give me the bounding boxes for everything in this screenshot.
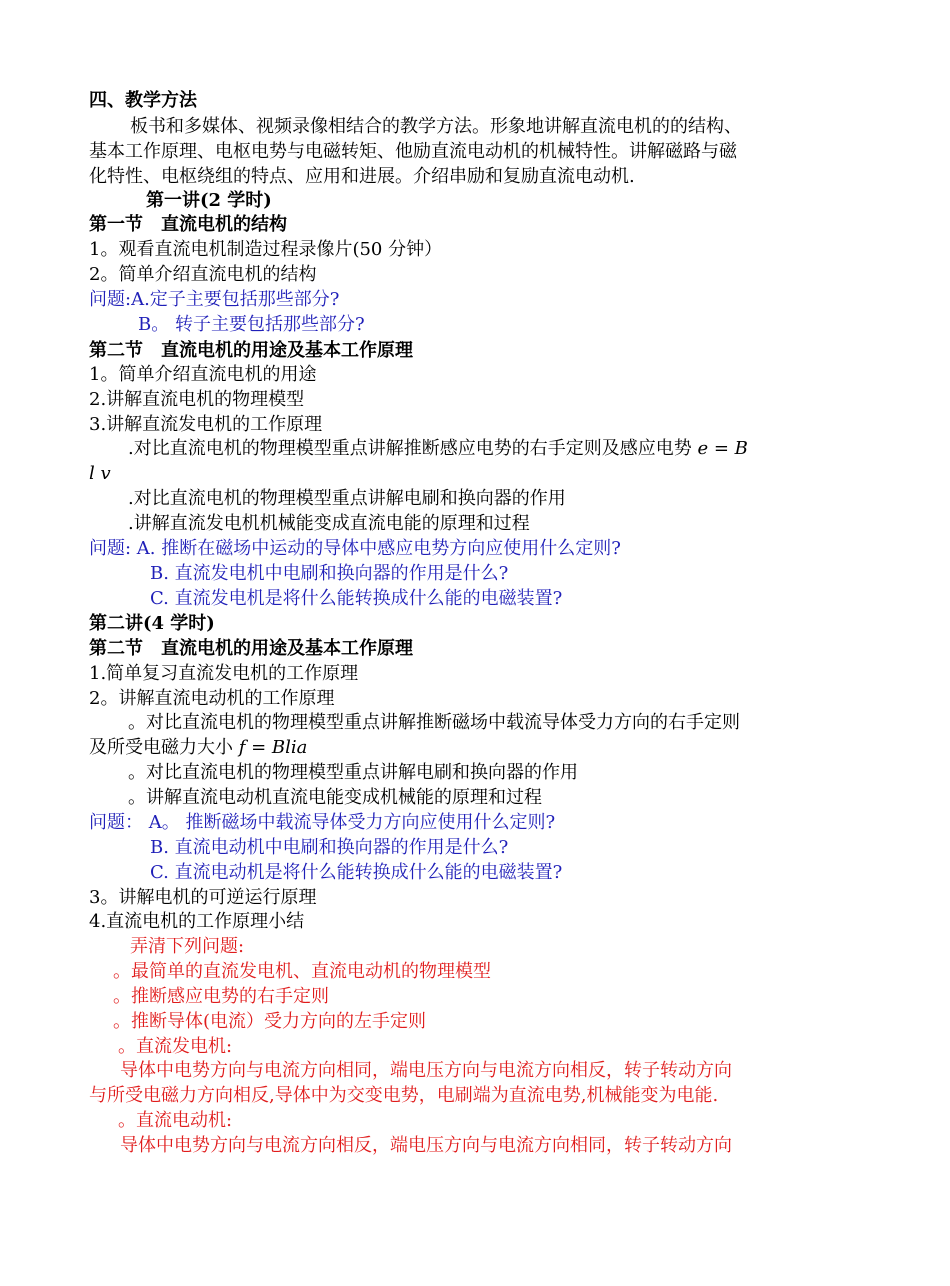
list-item: 2。讲解直流电动机的工作原理 <box>89 688 335 709</box>
summary-point: 。推断感应电势的右手定则 <box>113 986 329 1007</box>
summary-subtitle: 。直流发电机: <box>118 1036 233 1057</box>
list-item: 2.讲解直流电机的物理模型 <box>89 389 305 410</box>
sub-item-text: 及所受电磁力大小 <box>89 737 239 758</box>
summary-point: 。推断导体(电流）受力方向的左手定则 <box>113 1011 427 1032</box>
list-item: 1。观看直流电机制造过程录像片(50 分钟） <box>89 239 443 260</box>
list-item: 4.直流电机的工作原理小结 <box>89 911 305 932</box>
summary-lead: 弄清下列问题: <box>130 936 245 957</box>
question-line: 问题:A.定子主要包括那些部分? <box>89 289 340 310</box>
list-item: 1.简单复习直流发电机的工作原理 <box>89 663 359 684</box>
paragraph-line: 基本工作原理、电枢电势与电磁转矩、他励直流电动机的机械特性。讲解磁路与磁 <box>89 141 737 162</box>
question-line: B。 转子主要包括那些部分? <box>138 314 365 335</box>
list-item: 3.讲解直流发电机的工作原理 <box>89 414 323 435</box>
sub-item: .对比直流电机的物理模型重点讲解电刷和换向器的作用 <box>128 488 566 509</box>
formula: l v <box>89 463 111 484</box>
sub-item: 。对比直流电机的物理模型重点讲解推断磁场中载流导体受力方向的右手定则 <box>128 712 740 733</box>
question-line: C. 直流发电机是将什么能转换成什么能的电磁装置? <box>150 588 563 609</box>
summary-text: 导体中电势方向与电流方向相同，端电压方向与电流方向相反，转子转动方向 <box>120 1060 732 1081</box>
paragraph-line: 化特性、电枢绕组的特点、应用和进展。介绍串励和复励直流电动机. <box>89 166 635 187</box>
sub-item <box>89 736 307 760</box>
sub-item: .讲解直流发电机机械能变成直流电能的原理和过程 <box>128 513 530 534</box>
sub-item <box>128 437 748 461</box>
section-title: 第二节 直流电机的用途及基本工作原理 <box>89 638 413 659</box>
section-title: 第一节 直流电机的结构 <box>89 214 287 235</box>
section-heading: 四、教学方法 <box>89 90 197 111</box>
lecture-title: 第一讲(2 学时) <box>146 190 272 211</box>
summary-subtitle: 。直流电动机: <box>118 1110 233 1131</box>
list-item: 3。讲解电机的可逆运行原理 <box>89 887 317 908</box>
question-line: 问题: A. 推断在磁场中运动的导体中感应电势方向应使用什么定则? <box>89 538 621 559</box>
list-item: 2。简单介绍直流电机的结构 <box>89 264 317 285</box>
summary-text: 导体中电势方向与电流方向相反，端电压方向与电流方向相同，转子转动方向 <box>120 1135 732 1156</box>
section-title: 第二节 直流电机的用途及基本工作原理 <box>89 340 413 361</box>
question-line: 问题： A。 推断磁场中载流导体受力方向应使用什么定则? <box>89 812 556 833</box>
question-line: B. 直流电动机中电刷和换向器的作用是什么? <box>150 837 509 858</box>
sub-item-text: .对比直流电机的物理模型重点讲解推断感应电势的右手定则及感应电势 <box>128 438 692 459</box>
paragraph-line: 板书和多媒体、视频录像相结合的教学方法。形象地讲解直流电机的的结构、 <box>130 116 742 137</box>
summary-point: 。最简单的直流发电机、直流电动机的物理模型 <box>113 961 491 982</box>
list-item: 1。简单介绍直流电机的用途 <box>89 364 317 385</box>
sub-item: 。对比直流电机的物理模型重点讲解电刷和换向器的作用 <box>128 762 578 783</box>
formula: e = B <box>691 438 748 459</box>
question-line: C. 直流电动机是将什么能转换成什么能的电磁装置? <box>150 862 563 883</box>
summary-text: 与所受电磁力方向相反,导体中为交变电势，电刷端为直流电势,机械能变为电能. <box>89 1085 719 1106</box>
formula: f = Blia <box>238 737 308 758</box>
question-line: B. 直流发电机中电刷和换向器的作用是什么? <box>150 563 509 584</box>
lecture-title: 第二讲(4 学时) <box>89 613 215 634</box>
sub-item: 。讲解直流电动机直流电能变成机械能的原理和过程 <box>128 787 542 808</box>
